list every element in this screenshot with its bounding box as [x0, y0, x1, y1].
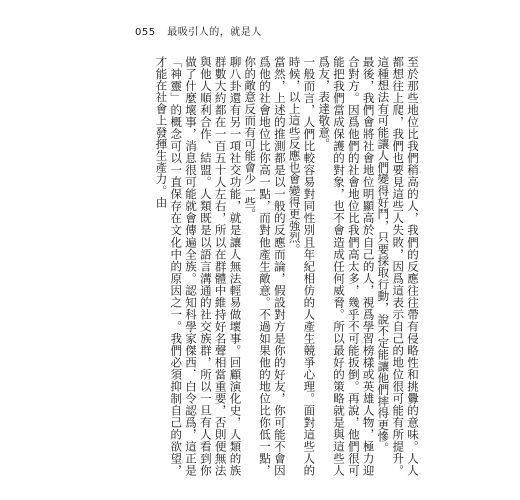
- paragraph: 最後，我們會將社會地位明顯高於自己的人，視爲學習榜樣或英雄人物，極力迎合對方。因爲他們的社會地位比我們高太多，幾乎不可能扳倒。再說，他們很可能把我們當成保護的對象，也不會造成任何威脅。所以最好的策略就是與這些人爲友，表達敬意。: [317, 56, 376, 476]
- body-text: [154, 56, 420, 476]
- paragraph: 至於那些地位比我們稍高的人，我們的反應往往帶有侵略性和挑釁的意味。人人都想往上爬，我們也要見這些人失敗，因爲這表示自己的地位很可能有所提升。這種想法有可能讓人們變得好鬥，只要採取行動，說不定能讓他們摔得更慘。: [376, 56, 420, 476]
- running-head: [135, 27, 262, 39]
- running-title: 最吸引人的，就是人: [167, 27, 262, 38]
- paragraph: 當然，上述的推測都是以一般的反應而論，假設對方是你的好友，你可能不會因爲他的社會地位比你高一點，而對他產生敵意。不過如果他的地位比你低一點，你的敵意反而有可能會少一些。: [243, 56, 287, 476]
- paragraph: 聊八卦還有另一項社交功能，就是讓人無法輕易做壞事。回顧演化史，人類的族群數大約都在一百五十人左右，所以在群體中維持好名聲相當重要，否則便無法與他人順利合作、結盟。人類既是以語言溝通的社交族群，所以一旦有人看到你做了什麼壞事，消息很可能就會傳遍全族。認知科學家傑西．白令認爲，這正是「神靈」的概念可以一直保存在文化中的原因之一。我們必須抑制自己的欲望，才能在社會上發揮生產力。由: [154, 56, 243, 476]
- paragraph: 一般而言，人們比較容易對同性別且年紀相仿的人產生競爭心理。面對這些人的時候，以上這些反應也會變得更強烈。: [287, 56, 317, 476]
- page-number: 055: [135, 27, 156, 38]
